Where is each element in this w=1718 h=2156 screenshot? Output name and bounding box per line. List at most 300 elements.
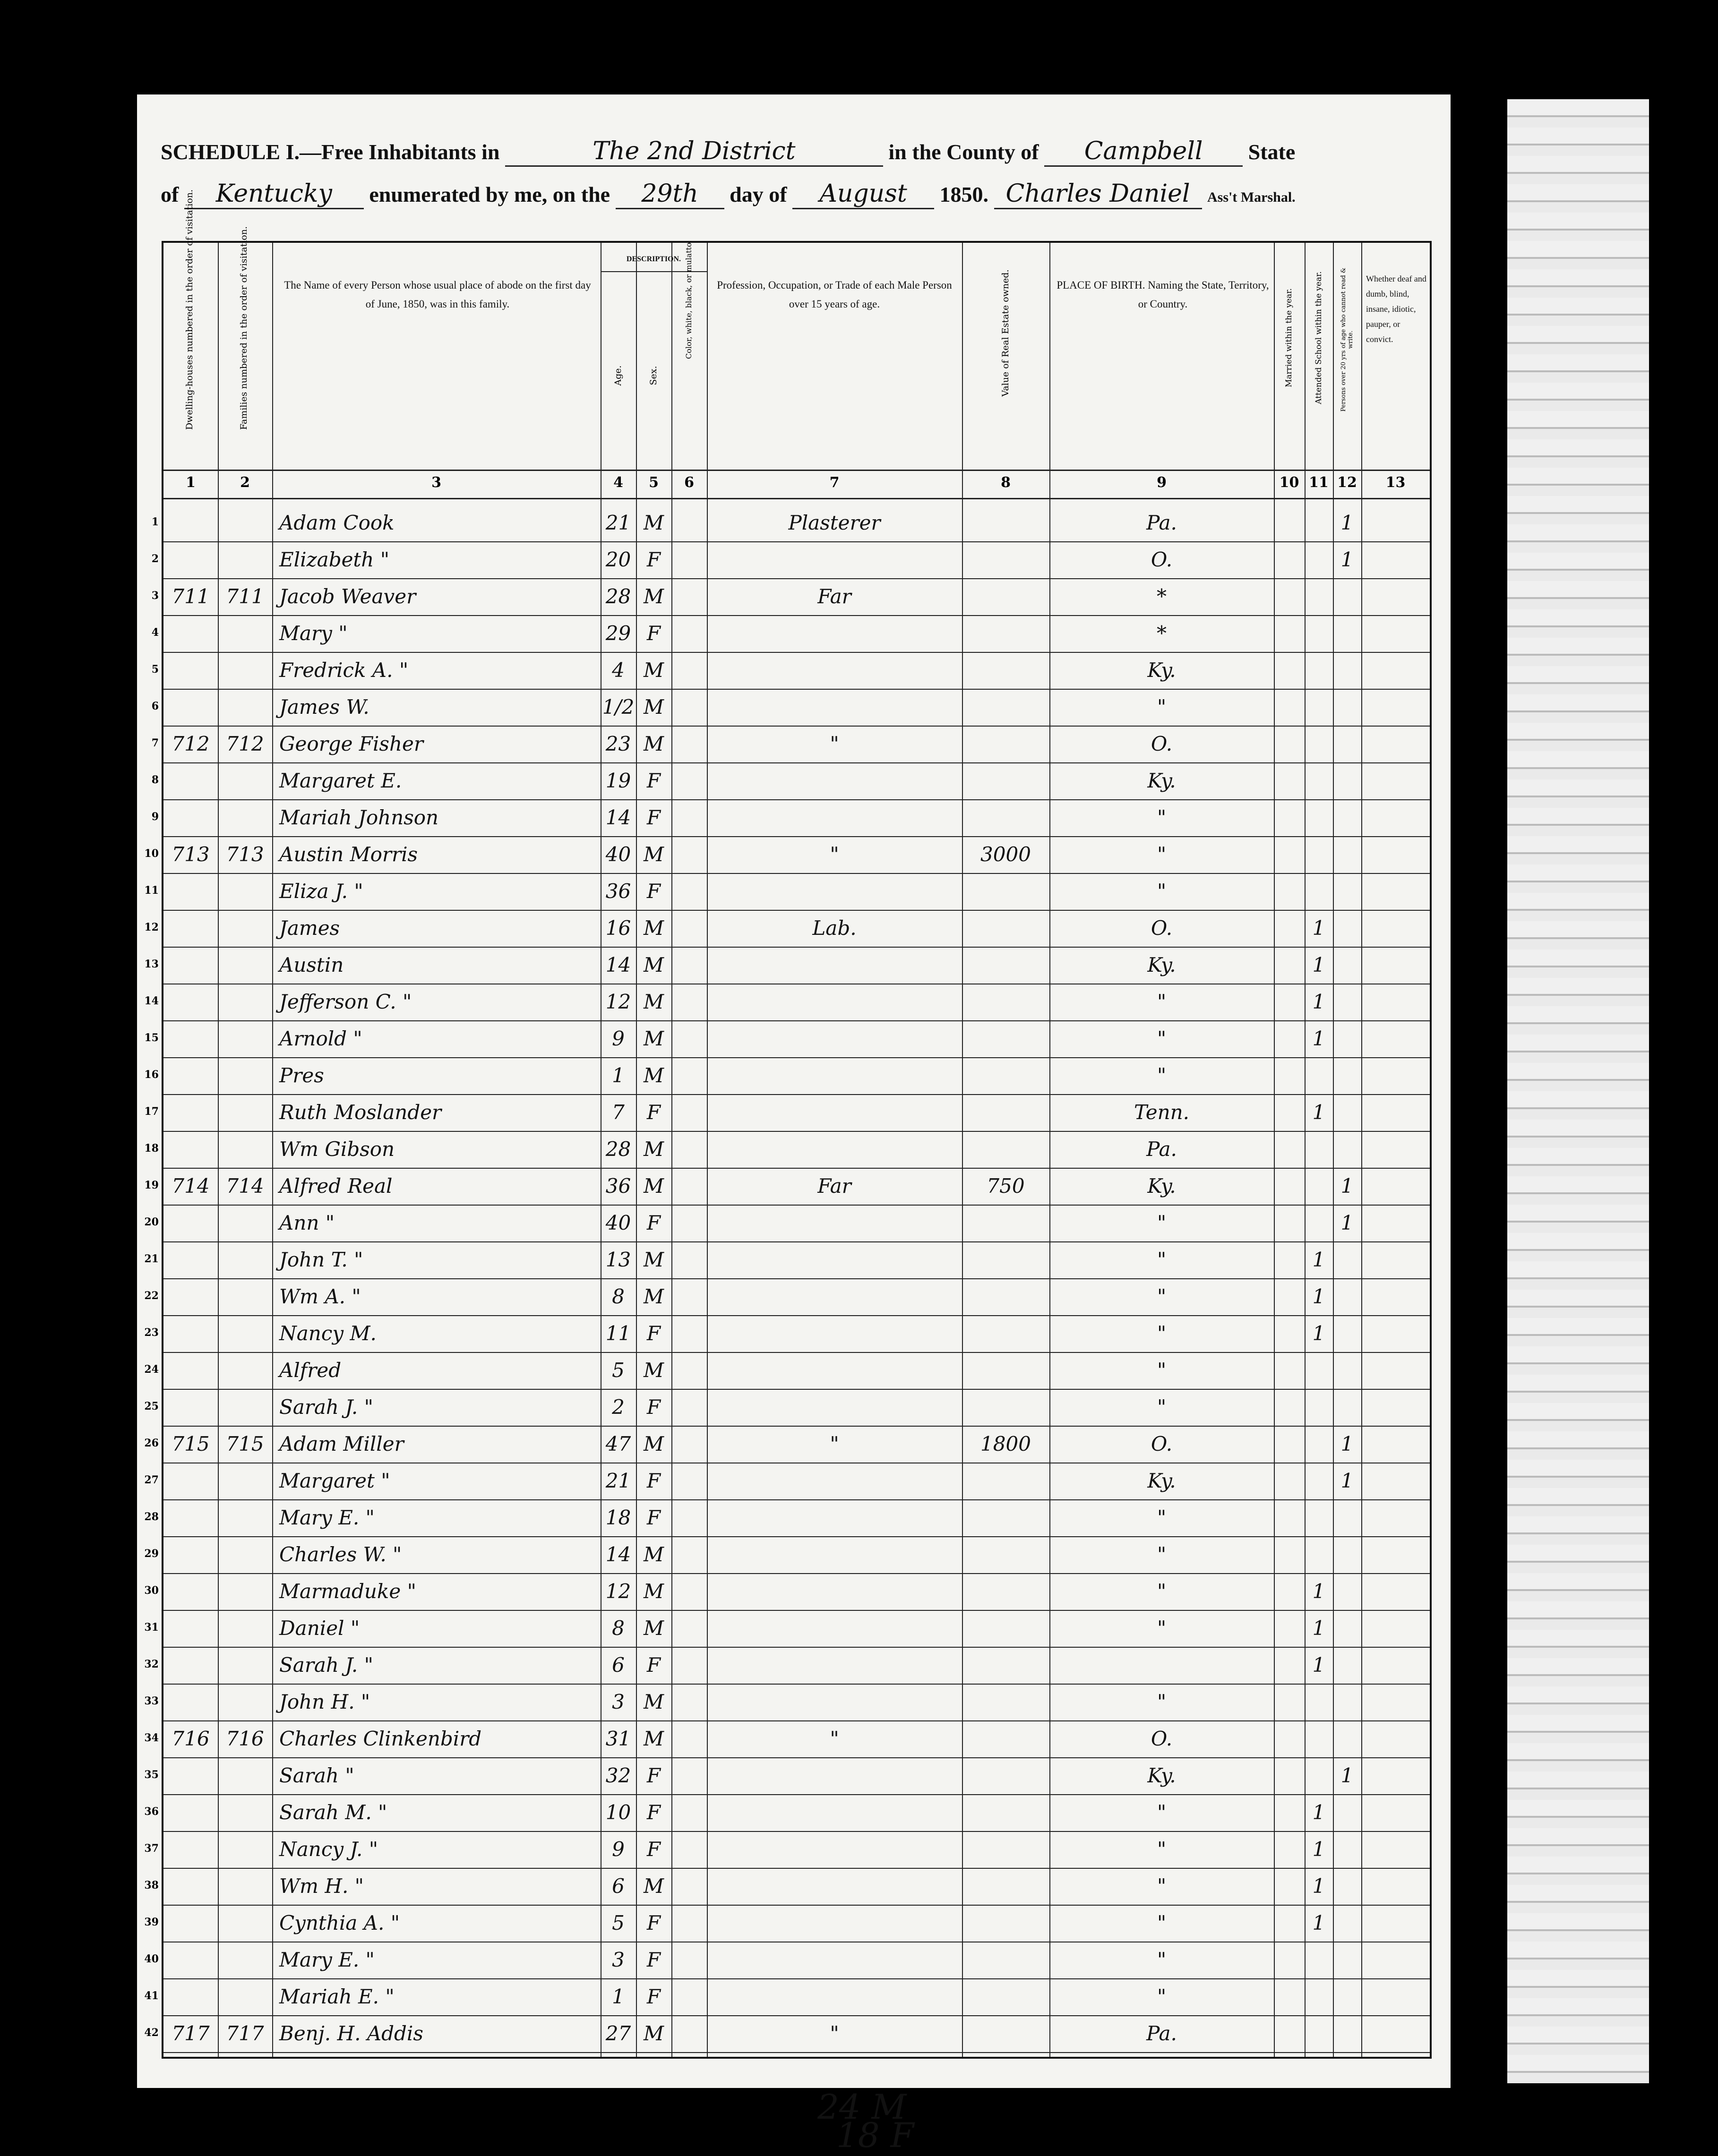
cell-age: 12	[605, 1580, 631, 1603]
cell-sex: M	[643, 1617, 664, 1640]
header-birthplace: PLACE OF BIRTH. Naming the State, Territory, or Country.	[1057, 279, 1269, 310]
row-rule	[163, 1794, 1430, 1795]
cell-fam: 717	[226, 2022, 264, 2045]
colnum-12: 12	[1337, 474, 1357, 491]
colnum-9: 9	[1157, 474, 1167, 491]
colnum-10: 10	[1279, 474, 1299, 491]
cell-age: 23	[605, 732, 631, 755]
cell-sch: 1	[1312, 1653, 1325, 1677]
line-number: 2	[151, 553, 159, 565]
row-rule	[163, 1352, 1430, 1353]
state-field: Kentucky	[184, 180, 364, 209]
cell-occ: "	[830, 732, 839, 755]
cell-name: Elizabeth "	[279, 548, 390, 571]
cell-age: 16	[605, 916, 631, 940]
row-rule	[163, 1389, 1430, 1390]
cell-sex: M	[643, 1580, 664, 1603]
row-rule	[163, 836, 1430, 837]
row-rule	[163, 799, 1430, 800]
cell-occ: Far	[817, 1174, 851, 1198]
row-rule	[163, 1278, 1430, 1279]
line-number: 6	[151, 700, 159, 712]
day-label: day of	[730, 182, 787, 206]
cell-sex: M	[643, 1727, 664, 1750]
cell-name: Alfred Real	[279, 1174, 393, 1198]
cell-age: 28	[605, 585, 631, 608]
cell-age: 11	[605, 1322, 631, 1345]
county-label: in the County of	[888, 140, 1039, 164]
cell-birth: "	[1157, 1506, 1167, 1529]
cell-sex: M	[643, 843, 664, 866]
cell-sex: F	[646, 1653, 661, 1677]
cell-age: 1	[612, 1064, 625, 1087]
line-number: 18	[144, 1142, 159, 1155]
header-school: Attended School within the year.	[1314, 271, 1323, 404]
cell-dw: 717	[172, 2022, 210, 2045]
line-number: 41	[144, 1990, 159, 2002]
row-rule	[163, 1205, 1430, 1206]
row-rule	[163, 1094, 1430, 1095]
row-rule	[163, 1868, 1430, 1869]
cell-birth: Tenn.	[1134, 1101, 1190, 1124]
cell-name: Sarah "	[279, 1764, 354, 1787]
cell-age: 5	[612, 1911, 625, 1934]
cell-sex: M	[643, 2022, 664, 2045]
cell-ill: 1	[1340, 1764, 1354, 1787]
cell-name: John T. "	[279, 1248, 363, 1271]
cell-age: 3	[612, 1948, 625, 1971]
row-rule	[163, 1241, 1430, 1242]
line-number: 39	[144, 1916, 159, 1928]
line-number: 40	[144, 1953, 159, 1965]
cell-sex: M	[643, 511, 664, 534]
cell-name: Jacob Weaver	[279, 585, 416, 608]
row-rule	[163, 873, 1430, 874]
cell-occ: Far	[817, 585, 851, 608]
cell-age: 31	[605, 1727, 631, 1750]
cell-name: Sarah J. "	[279, 1395, 373, 1419]
cell-name: Wm Gibson	[279, 1138, 395, 1161]
cell-birth: "	[1157, 806, 1167, 829]
col-divider	[1361, 243, 1362, 2057]
row-rule	[163, 910, 1430, 911]
schedule-title-line-2	[161, 180, 1296, 209]
cell-dw: 712	[172, 732, 210, 755]
cell-age: 36	[605, 880, 631, 903]
page-tally	[817, 2087, 914, 2155]
cell-ill: 1	[1340, 1211, 1354, 1234]
cell-sex: M	[643, 1064, 664, 1087]
cell-birth: "	[1157, 1838, 1167, 1861]
col-divider	[1274, 243, 1275, 2057]
row-rule	[163, 541, 1430, 542]
cell-age: 47	[605, 1432, 631, 1455]
line-number: 38	[144, 1879, 159, 1891]
cell-sex: M	[643, 1174, 664, 1198]
cell-sex: F	[646, 1506, 661, 1529]
line-number: 14	[144, 995, 159, 1007]
col-divider	[218, 243, 219, 2057]
colnum-divider	[163, 498, 1430, 499]
cell-birth: "	[1157, 1064, 1167, 1087]
cell-birth: "	[1157, 1359, 1167, 1382]
cell-sex: M	[643, 1359, 664, 1382]
cell-name: Austin Morris	[279, 843, 418, 866]
cell-name: Ann "	[279, 1211, 335, 1234]
cell-sex: F	[646, 548, 661, 571]
cell-name: Mariah E. "	[279, 1985, 395, 2008]
cell-name: Wm H. "	[279, 1874, 364, 1898]
cell-age: 10	[605, 1801, 631, 1824]
cell-ill: 1	[1340, 548, 1354, 571]
cell-birth: "	[1157, 1874, 1167, 1898]
cell-age: 5	[612, 1359, 625, 1382]
cell-name: Fredrick A. "	[279, 659, 409, 682]
row-rule	[163, 1057, 1430, 1058]
cell-ill: 1	[1340, 1469, 1354, 1492]
colnum-6: 6	[684, 474, 694, 491]
cell-dw: 713	[172, 843, 210, 866]
col-divider	[671, 243, 672, 2057]
cell-birth: "	[1157, 1395, 1167, 1419]
month-field: August	[792, 180, 934, 209]
line-number: 12	[144, 921, 159, 933]
cell-occ: "	[830, 1432, 839, 1455]
line-number: 32	[144, 1658, 159, 1670]
cell-sch: 1	[1312, 1838, 1325, 1861]
cell-fam: 713	[226, 843, 264, 866]
cell-sex: F	[646, 769, 661, 792]
header-color: Color, white, black, or mulatto.	[684, 240, 693, 359]
cell-name: Daniel "	[279, 1617, 360, 1640]
cell-sex: M	[643, 585, 664, 608]
line-number: 3	[151, 590, 159, 602]
cell-age: 6	[612, 1874, 625, 1898]
cell-val: 750	[987, 1174, 1025, 1198]
cell-name: Charles W. "	[279, 1543, 402, 1566]
cell-name: Margaret "	[279, 1469, 390, 1492]
cell-sch: 1	[1312, 1911, 1325, 1934]
line-number: 30	[144, 1584, 159, 1597]
cell-occ: "	[830, 843, 839, 866]
line-number: 21	[144, 1253, 159, 1265]
cell-sex: M	[643, 990, 664, 1013]
cell-dw: 714	[172, 1174, 210, 1198]
cell-sex: F	[646, 622, 661, 645]
marshal-label: Ass't Marshal.	[1207, 189, 1296, 205]
line-number: 15	[144, 1032, 159, 1044]
row-rule	[163, 2052, 1430, 2053]
row-rule	[163, 1647, 1430, 1648]
cell-age: 1/2	[602, 695, 635, 719]
cell-name: Charles Clinkenbird	[279, 1727, 482, 1750]
row-rule	[163, 1720, 1430, 1721]
cell-name: James W.	[279, 695, 369, 719]
tally-females: 18 F	[836, 2115, 914, 2155]
cell-birth: "	[1157, 1580, 1167, 1603]
cell-age: 14	[605, 953, 631, 976]
col-divider	[1305, 243, 1306, 2057]
cell-occ: "	[830, 2022, 839, 2045]
cell-birth: Pa.	[1146, 1138, 1177, 1161]
cell-birth: "	[1157, 1027, 1167, 1050]
row-rule	[163, 1426, 1430, 1427]
cell-sex: F	[646, 1211, 661, 1234]
cell-sex: M	[643, 1874, 664, 1898]
cell-name: Adam Miller	[279, 1432, 404, 1455]
row-rule	[163, 1831, 1430, 1832]
colnum-1: 1	[186, 474, 196, 491]
line-number: 35	[144, 1769, 159, 1781]
line-number: 37	[144, 1842, 159, 1855]
line-number: 31	[144, 1621, 159, 1634]
cell-name: Sarah M. "	[279, 1801, 387, 1824]
row-rule	[163, 1978, 1430, 1979]
colnum-2: 2	[240, 474, 250, 491]
line-number: 9	[151, 811, 159, 823]
cell-sch: 1	[1312, 1874, 1325, 1898]
cell-sex: M	[643, 953, 664, 976]
cell-birth: Ky.	[1147, 1469, 1176, 1492]
cell-sex: M	[643, 916, 664, 940]
cell-birth: "	[1157, 1801, 1167, 1824]
cell-dw: 715	[172, 1432, 210, 1455]
colnum-11: 11	[1309, 474, 1329, 491]
cell-sex: F	[646, 1948, 661, 1971]
colnum-13: 13	[1385, 474, 1406, 491]
cell-name: James	[279, 916, 340, 940]
colnum-5: 5	[649, 474, 659, 491]
line-number: 19	[144, 1179, 159, 1191]
line-number: 27	[144, 1474, 159, 1486]
cell-birth: "	[1157, 1543, 1167, 1566]
cell-birth: "	[1157, 1285, 1167, 1308]
cell-age: 20	[605, 548, 631, 571]
cell-sex: F	[646, 1801, 661, 1824]
row-rule	[163, 726, 1430, 727]
cell-sex: M	[643, 1285, 664, 1308]
line-number: 25	[144, 1400, 159, 1412]
cell-sex: F	[646, 1838, 661, 1861]
line-number: 29	[144, 1548, 159, 1560]
cell-sex: F	[646, 1469, 661, 1492]
cell-age: 27	[605, 2022, 631, 2045]
line-number: 4	[151, 626, 159, 639]
line-number: 33	[144, 1695, 159, 1707]
cell-sex: M	[643, 1690, 664, 1713]
schedule-label: SCHEDULE I.—Free Inhabitants in	[161, 140, 500, 164]
line-number: 17	[144, 1105, 159, 1118]
cell-sex: M	[643, 1432, 664, 1455]
cell-birth: O.	[1151, 1727, 1173, 1750]
county-field: Campbell	[1044, 137, 1243, 167]
cell-dw: 711	[172, 585, 210, 608]
cell-birth: Pa.	[1146, 2022, 1177, 2045]
row-rule	[163, 1573, 1430, 1574]
cell-name: Mary E. "	[279, 1948, 375, 1971]
cell-birth: Ky.	[1147, 769, 1176, 792]
cell-sch: 1	[1312, 1101, 1325, 1124]
cell-age: 40	[605, 1211, 631, 1234]
cell-birth: Pa.	[1146, 511, 1177, 534]
cell-occ: Lab.	[812, 916, 857, 940]
cell-name: Arnold "	[279, 1027, 362, 1050]
line-number: 16	[144, 1069, 159, 1081]
cell-sex: F	[646, 1395, 661, 1419]
header-disability: Whether deaf and dumb, blind, insane, idiotic, pauper, or convict.	[1366, 274, 1426, 344]
cell-sch: 1	[1312, 916, 1325, 940]
cell-sch: 1	[1312, 1027, 1325, 1050]
line-number: 13	[144, 958, 159, 970]
cell-sex: M	[643, 659, 664, 682]
cell-birth: Ky.	[1147, 1174, 1176, 1198]
cell-fam: 716	[226, 1727, 264, 1750]
cell-age: 2	[612, 1395, 625, 1419]
row-rule	[163, 1499, 1430, 1500]
cell-name: Mary "	[279, 622, 348, 645]
colnum-7: 7	[829, 474, 840, 491]
header-married: Married within the year.	[1284, 288, 1294, 387]
state-label: State	[1248, 140, 1296, 164]
col-divider	[272, 243, 273, 2057]
line-number: 42	[144, 2027, 159, 2039]
cell-birth: O.	[1151, 548, 1173, 571]
cell-name: Mary E. "	[279, 1506, 375, 1529]
cell-birth: O.	[1151, 1432, 1173, 1455]
line-number: 23	[144, 1326, 159, 1339]
cell-sch: 1	[1312, 1801, 1325, 1824]
cell-name: George Fisher	[279, 732, 423, 755]
cell-sex: F	[646, 880, 661, 903]
cell-sch: 1	[1312, 953, 1325, 976]
of-label: of	[161, 182, 179, 206]
cell-birth: "	[1157, 1985, 1167, 2008]
cell-name: Pres	[279, 1064, 324, 1087]
cell-age: 28	[605, 1138, 631, 1161]
cell-sch: 1	[1312, 1322, 1325, 1345]
cell-age: 4	[612, 659, 625, 682]
header-age: Age.	[613, 365, 623, 386]
cell-fam: 714	[226, 1174, 264, 1198]
cell-name: Adam Cook	[279, 511, 395, 534]
header-name: The Name of every Person whose usual place of abode on the first day of June, 1850, was in this family.	[284, 279, 591, 310]
header-occupation: Profession, Occupation, or Trade of each Male Person over 15 years of age.	[717, 279, 952, 310]
cell-age: 32	[605, 1764, 631, 1787]
cell-age: 13	[605, 1248, 631, 1271]
cell-birth: "	[1157, 880, 1167, 903]
cell-sex: F	[646, 1911, 661, 1934]
col-divider	[962, 243, 963, 2057]
row-rule	[163, 652, 1430, 653]
cell-birth: Ky.	[1147, 659, 1176, 682]
cell-birth: "	[1157, 990, 1167, 1013]
cell-age: 6	[612, 1653, 625, 1677]
cell-sex: M	[643, 1543, 664, 1566]
header-sex: Sex.	[648, 366, 659, 385]
cell-birth: "	[1157, 1690, 1167, 1713]
cell-val: 1800	[980, 1432, 1031, 1455]
cell-name: Marmaduke "	[279, 1580, 416, 1603]
row-rule	[163, 1905, 1430, 1906]
colnum-4: 4	[613, 474, 623, 491]
cell-name: Benj. H. Addis	[279, 2022, 423, 2045]
schedule-title-line-1	[161, 137, 1295, 167]
line-number: 26	[144, 1437, 159, 1449]
line-number: 10	[144, 847, 159, 860]
cell-age: 12	[605, 990, 631, 1013]
census-page	[137, 94, 1451, 2155]
row-rule	[163, 578, 1430, 579]
cell-age: 8	[612, 1285, 625, 1308]
line-number: 11	[144, 884, 159, 897]
row-rule	[163, 947, 1430, 948]
row-rule	[163, 1757, 1430, 1758]
cell-name: Jefferson C. "	[279, 990, 412, 1013]
cell-sex: F	[646, 806, 661, 829]
cell-ill: 1	[1340, 1174, 1354, 1198]
row-rule	[163, 689, 1430, 690]
header-description: DESCRIPTION.	[626, 255, 681, 263]
cell-birth: Ky.	[1147, 1764, 1176, 1787]
district-field: The 2nd District	[505, 137, 883, 167]
cell-sch: 1	[1312, 1580, 1325, 1603]
cell-name: Eliza J. "	[279, 880, 363, 903]
cell-sex: M	[643, 1248, 664, 1271]
cell-birth: *	[1157, 622, 1167, 645]
header-value: Value of Real Estate owned.	[1000, 269, 1011, 397]
header-illiterate: Persons over 20 yrs of age who cannot read & write.	[1340, 267, 1354, 412]
cell-name: Sarah J. "	[279, 1653, 373, 1677]
cell-ill: 1	[1340, 511, 1354, 534]
cell-name: Wm A. "	[279, 1285, 361, 1308]
cell-age: 8	[612, 1617, 625, 1640]
row-rule	[163, 1315, 1430, 1316]
row-rule	[163, 1536, 1430, 1537]
cell-occ: "	[830, 1727, 839, 1750]
row-rule	[163, 615, 1430, 616]
header-dwelling: Dwelling-houses numbered in the order of visitation.	[184, 189, 195, 430]
cell-age: 14	[605, 1543, 631, 1566]
cell-age: 3	[612, 1690, 625, 1713]
cell-name: John H. "	[279, 1690, 370, 1713]
cell-age: 14	[605, 806, 631, 829]
cell-name: Alfred	[279, 1359, 342, 1382]
cell-sex: M	[643, 695, 664, 719]
cell-age: 1	[612, 1985, 625, 2008]
cell-name: Cynthia A. "	[279, 1911, 400, 1934]
line-number: 22	[144, 1290, 159, 1302]
cell-age: 29	[605, 622, 631, 645]
line-number: 5	[151, 663, 159, 676]
line-number: 24	[144, 1363, 159, 1376]
cell-age: 18	[605, 1506, 631, 1529]
row-rule	[163, 2015, 1430, 2016]
cell-sch: 1	[1312, 1285, 1325, 1308]
cell-age: 9	[612, 1027, 625, 1050]
day-field: 29th	[616, 180, 724, 209]
cell-sch: 1	[1312, 1248, 1325, 1271]
cell-age: 21	[605, 511, 631, 534]
enumerated-label: enumerated by me, on the	[369, 182, 610, 206]
row-rule	[163, 1131, 1430, 1132]
cell-ill: 1	[1340, 1432, 1354, 1455]
cell-name: Nancy M.	[279, 1322, 377, 1345]
line-number: 7	[151, 737, 159, 749]
cell-fam: 712	[226, 732, 264, 755]
colnum-3: 3	[431, 474, 441, 491]
cell-name: Margaret E.	[279, 769, 402, 792]
cell-birth: "	[1157, 1948, 1167, 1971]
